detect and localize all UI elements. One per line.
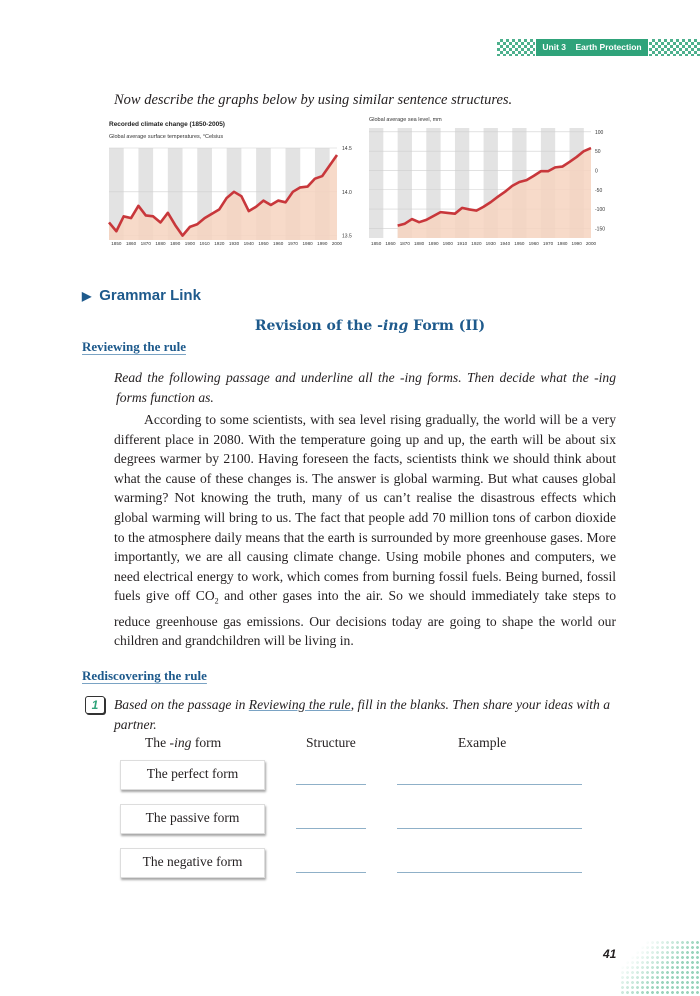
x-tick-label: 1870: [399, 241, 410, 246]
section-heading: [82, 287, 201, 304]
chart-band: [369, 128, 383, 238]
structure-blank[interactable]: [296, 828, 366, 829]
rediscovering-heading: Rediscovering the rule: [82, 668, 207, 683]
y-tick-label: 0: [595, 168, 598, 175]
x-tick-label: 1910: [456, 241, 468, 246]
column-header-form: The -ing form: [145, 735, 222, 750]
section-label: Grammar Link: [99, 287, 201, 304]
reviewing-rule-link[interactable]: Reviewing the rule: [248, 697, 351, 712]
x-tick-label: 1970: [542, 241, 554, 246]
chart-title: Recorded climate change (1850-2005): [109, 121, 225, 128]
x-tick-label: 1880: [414, 241, 425, 246]
example-blank[interactable]: [397, 872, 582, 873]
y-tick-label: -150: [595, 226, 606, 233]
x-tick-label: 1960: [528, 241, 539, 246]
x-tick-label: 1930: [485, 241, 496, 246]
x-tick-label: 1900: [442, 241, 453, 246]
x-tick-label: 1850: [111, 241, 122, 246]
y-tick-label: 13.5: [342, 233, 352, 240]
x-tick-label: 1940: [499, 241, 511, 246]
chart-subtitle: Global average surface temperatures, °Celsius: [109, 134, 224, 140]
x-tick-label: 1970: [287, 241, 298, 246]
x-tick-label: 1890: [428, 241, 439, 246]
reading-passage: According to some scientists, with sea level rising gradually, the world will be a very different place in 2080. With the temperature going up and up, the earth will be about six degrees warmer by 2100. Having foreseen the facts, scientists think we should think about what the cause of these changes is. The answer is global warming. But what causes global warming? Not knowing the truth, many of us can’t realise the disastrous effects which global warming will bring to us. The fact that people add 70 million tons of carbon dioxide to the atmosphere daily means that the earth is surrounded by more greenhouse gases. More importantly, we are all causing climate change. Using mobile phones and computers, we need electrical energy to work, which comes from burning fossil fuels. Being burned, fossil fuels give off $CO_2$ and other gases into the air. So we should immediately take steps to reduce greenhouse gas emissions. Our decisions today are going to shape the world our children and grandchildren will be living in.: [114, 412, 616, 649]
x-tick-label: 1850: [371, 241, 382, 246]
x-tick-label: 1950: [258, 241, 269, 246]
lesson-title: Revision of the -ing Form (II): [254, 318, 486, 334]
example-blank[interactable]: [397, 828, 582, 829]
x-tick-label: 1890: [170, 241, 181, 246]
reviewing-heading: Reviewing the rule: [82, 339, 186, 354]
structure-blank[interactable]: [296, 784, 366, 785]
x-tick-label: 1980: [302, 241, 313, 246]
y-tick-label: 50: [595, 149, 601, 156]
x-tick-label: 1930: [228, 241, 240, 246]
x-tick-label: 1990: [317, 241, 328, 246]
structure-blank[interactable]: [296, 872, 366, 873]
temperature-chart: [105, 140, 360, 252]
x-tick-label: 1940: [243, 241, 254, 246]
x-tick-label: 1880: [155, 241, 166, 246]
footer-pattern: [620, 940, 700, 996]
x-tick-label: 2000: [585, 241, 597, 246]
x-tick-label: 1900: [184, 241, 196, 246]
sea-level-chart: [365, 120, 620, 252]
chart-subtitle: Global average sea level, mm: [369, 117, 442, 123]
x-tick-label: 1870: [140, 241, 151, 246]
example-blank[interactable]: [397, 784, 582, 785]
x-tick-label: 1980: [557, 241, 568, 246]
form-label-box: The perfect form: [120, 760, 265, 790]
exercise-instruction: Based on the passage in Reviewing the rule, fill in the blanks. Then share your ideas with a partner.: [114, 697, 610, 732]
x-tick-label: 1910: [199, 241, 210, 246]
x-tick-label: 1860: [125, 241, 137, 246]
page-number: 41: [603, 947, 617, 961]
form-label-box: The passive form: [120, 804, 265, 834]
exercise-number-badge: 1: [85, 696, 105, 714]
x-tick-label: 2000: [331, 241, 343, 246]
y-tick-label: 100: [595, 129, 604, 136]
header-pattern-right: [649, 39, 700, 56]
x-tick-label: 1920: [214, 241, 225, 246]
y-tick-label: 14.5: [342, 146, 352, 152]
x-tick-label: 1920: [471, 241, 482, 246]
unit-label: Unit 3 Earth Protection: [536, 39, 648, 56]
x-tick-label: 1860: [385, 241, 396, 246]
x-tick-label: 1950: [514, 241, 525, 246]
graph-instruction: Now describe the graphs below by using similar sentence structures.: [114, 92, 513, 108]
column-header-example: Example: [458, 735, 507, 750]
triangle-marker-icon: ▶: [82, 289, 92, 303]
y-tick-label: -50: [595, 187, 603, 194]
x-tick-label: 1990: [571, 241, 582, 246]
column-header-structure: Structure: [306, 735, 356, 750]
x-tick-label: 1960: [273, 241, 284, 246]
header-pattern-left: [497, 39, 535, 56]
y-tick-label: 14.0: [342, 189, 352, 196]
y-tick-label: -100: [595, 207, 606, 214]
form-label-box: The negative form: [120, 848, 265, 878]
reviewing-instruction: Read the following passage and underline all the -ing forms. Then decide what the -ing forms function as.: [114, 370, 616, 405]
